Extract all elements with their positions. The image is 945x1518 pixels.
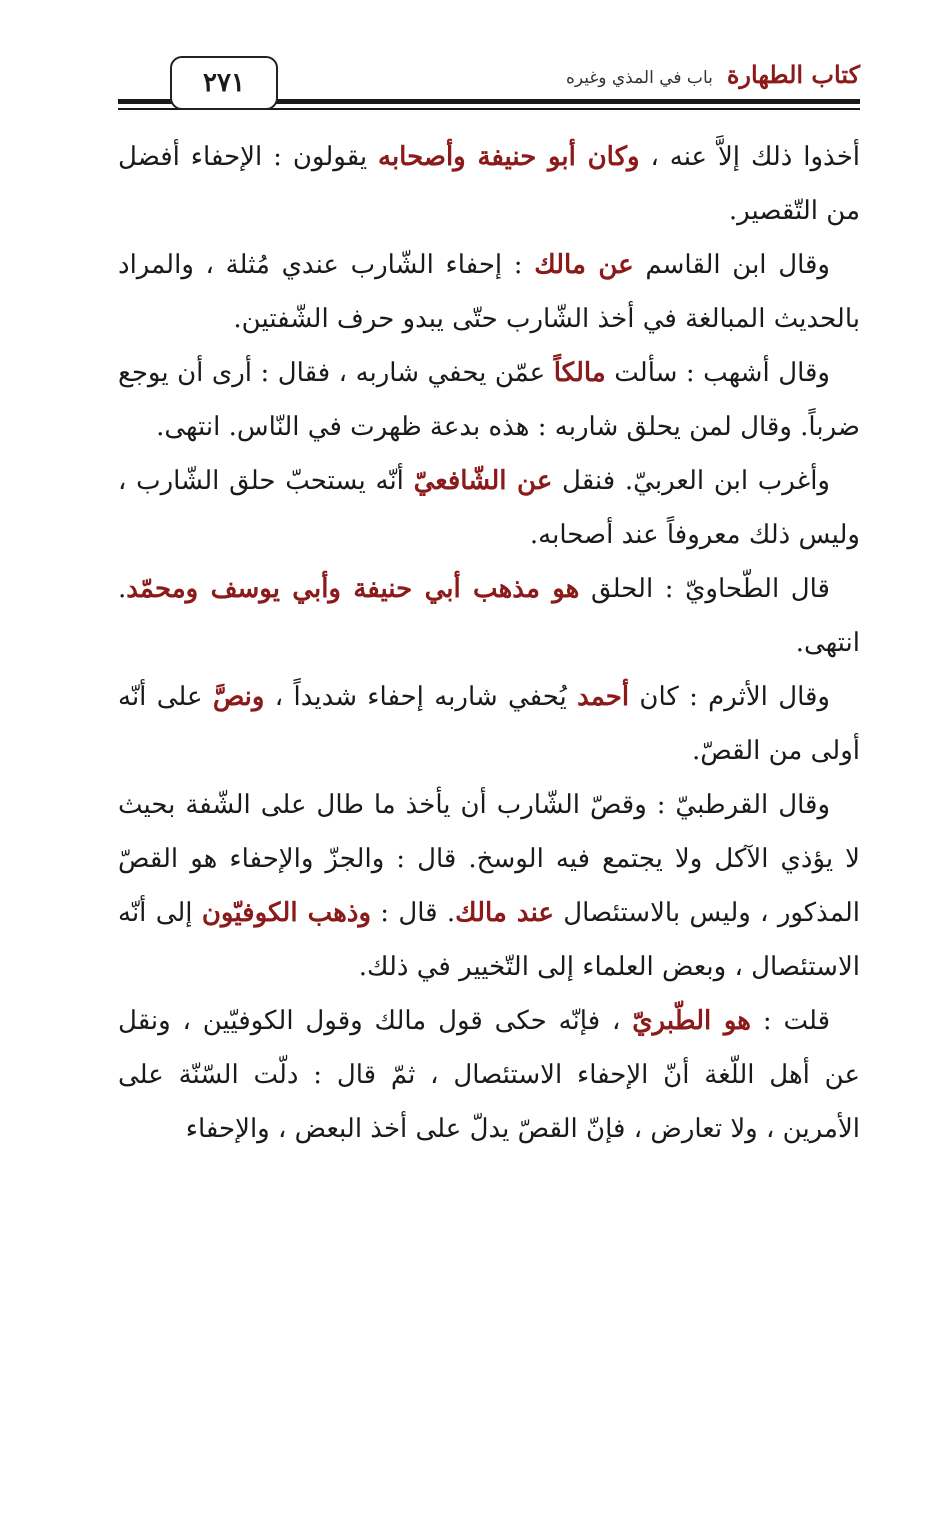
page-number: ٢٧١ (170, 56, 278, 110)
highlighted-phrase: عند مالك (455, 898, 554, 928)
text-segment: قال الطّحاويّ : الحلق (579, 574, 830, 604)
book-title: كتاب الطهارة (726, 60, 860, 89)
paragraph (118, 346, 860, 454)
text-segment: وقال الأثرم : كان (629, 682, 830, 712)
highlighted-phrase: أحمد (577, 682, 630, 712)
highlighted-phrase: وذهب الكوفيّون (201, 898, 372, 928)
text-segment: وقال أشهب : سألت (605, 358, 830, 388)
highlighted-phrase: وكان أبو حنيفة وأصحابه (378, 142, 640, 172)
text-segment: يُحفي شاربه إحفاء شديداً ، (264, 682, 578, 712)
text-segment: على أنّه أولى من القصّ. (118, 682, 860, 766)
text-segment: . قال : (371, 898, 456, 928)
text-segment: إلى أنّه الاستئصال ، وبعض العلماء إلى التّخيير في ذلك. (118, 898, 860, 982)
paragraph (118, 562, 860, 670)
paragraph (118, 238, 860, 346)
highlighted-phrase: ونصَّ (212, 682, 265, 712)
paragraph (118, 670, 860, 778)
page-body (118, 130, 860, 1156)
text-segment: وأغرب ابن العربيّ. فنقل (552, 466, 830, 496)
highlighted-phrase: هو مذهب أبي حنيفة وأبي يوسف ومحمّد (126, 574, 580, 604)
highlighted-phrase: عن مالك (534, 250, 634, 280)
text-segment: أنّه يستحبّ حلق الشّارب ، وليس ذلك معروفاً عند أصحابه. (118, 466, 860, 550)
paragraph (118, 130, 860, 238)
text-segment: عمّن يحفي شاربه ، فقال : أرى أن يوجع ضرباً. وقال لمن يحلق شاربه : هذه بدعة ظهرت في النّاس. انتهى. (118, 358, 860, 442)
paragraph (118, 454, 860, 562)
text-segment: قلت : (751, 1006, 831, 1036)
page-header (118, 52, 860, 112)
text-segment: وقال القرطبيّ : وقصّ الشّارب أن يأخذ ما طال على الشّفة بحيث لا يؤذي الآكل ولا يجتمع فيه الوسخ. قال : والجزّ والإحفاء هو القصّ المذكور ، وليس بالاستئصال (118, 790, 861, 928)
highlighted-phrase: هو الطّبريّ (632, 1006, 751, 1036)
paragraph (118, 994, 860, 1156)
running-head (566, 60, 860, 89)
text-segment: . انتهى. (118, 574, 860, 658)
highlighted-phrase: عن الشّافعيّ (413, 466, 553, 496)
highlighted-phrase: مالكاً (553, 358, 606, 388)
text-segment: : إحفاء الشّارب عندي مُثلة ، والمراد بالحديث المبالغة في أخذ الشّارب حتّى يبدو حرف الشّفتين. (118, 250, 860, 334)
text-segment: أخذوا ذلك إلاَّ عنه ، (639, 142, 860, 172)
text-segment: وقال ابن القاسم (633, 250, 830, 280)
text-segment: ، فإنّه حكى قول مالك وقول الكوفيّين ، ونقل عن أهل اللّغة أنّ الإحفاء الاستئصال ، ثمّ قال : دلّت السّنّة على الأمرين ، ولا تعارض ، فإنّ القصّ يدلّ على أخذ البعض ، والإحفاء (118, 1006, 860, 1144)
paragraph (118, 778, 860, 994)
section-title: باب في المذي وغيره (565, 68, 713, 88)
text-segment: يقولون : الإحفاء أفضل من التّقصير. (118, 142, 860, 226)
